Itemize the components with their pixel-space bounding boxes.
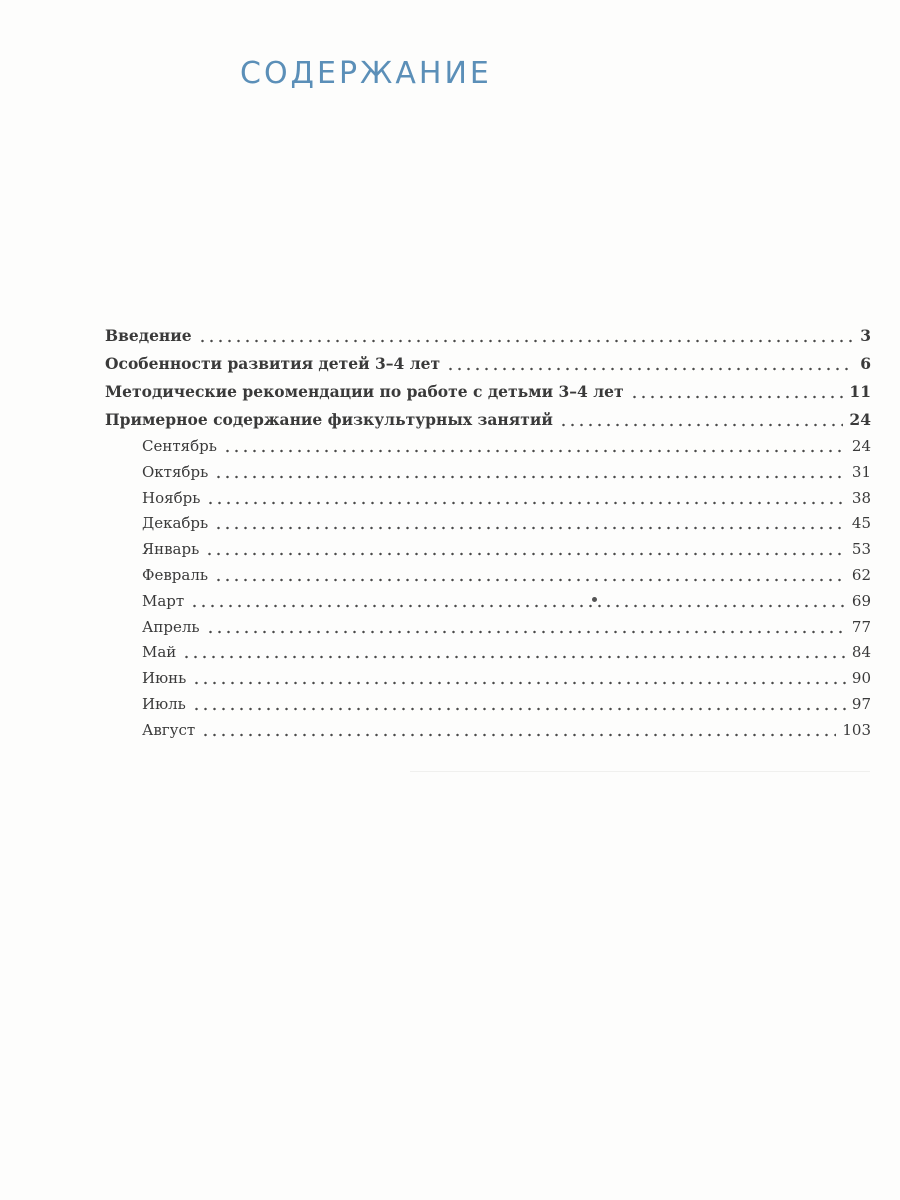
toc-subentry-page: 103: [842, 720, 871, 739]
table-of-contents: [105, 322, 871, 744]
toc-subentry-label: Август: [142, 720, 196, 739]
toc-entry-page: 11: [849, 382, 871, 401]
ink-speck: [592, 597, 597, 602]
toc-subentry[interactable]: [105, 666, 871, 692]
toc-subentry-label: Октябрь: [142, 462, 209, 481]
dot-leader: [446, 356, 854, 372]
dot-leader: [192, 696, 846, 711]
toc-entry[interactable]: [105, 378, 871, 406]
toc-subentry-page: 45: [851, 514, 871, 533]
toc-subentry-page: 53: [851, 540, 871, 559]
dot-leader: [192, 670, 846, 685]
toc-subentry-label: Январь: [142, 540, 200, 559]
toc-subentry-page: 84: [851, 643, 871, 662]
toc-subentry[interactable]: [105, 718, 871, 744]
toc-entry-page: 6: [860, 354, 871, 373]
toc-subentry[interactable]: [105, 563, 871, 589]
toc-subentry[interactable]: [105, 486, 871, 512]
toc-subentry-page: 62: [851, 565, 871, 584]
dot-leader: [630, 384, 844, 400]
toc-entry[interactable]: [105, 406, 871, 434]
toc-subentry[interactable]: [105, 460, 871, 486]
dot-leader: [201, 722, 836, 737]
dot-leader: [206, 619, 846, 634]
toc-subentry[interactable]: [105, 615, 871, 641]
toc-entry-label: Особенности развития детей 3–4 лет: [105, 354, 441, 373]
scan-line: [410, 771, 870, 772]
toc-entry-label: Введение: [105, 326, 192, 345]
toc-subentry-label: Июль: [142, 694, 186, 713]
dot-leader: [214, 464, 846, 479]
toc-subentry[interactable]: [105, 640, 871, 666]
page-title: СОДЕРЖАНИЕ: [240, 56, 492, 91]
toc-subentry[interactable]: [105, 589, 871, 615]
dot-leader: [182, 644, 846, 659]
toc-subentry[interactable]: [105, 511, 871, 537]
toc-subentry-label: Март: [142, 591, 185, 610]
toc-subentry-label: Февраль: [142, 565, 209, 584]
dot-leader: [214, 567, 846, 582]
dot-leader: [190, 593, 846, 608]
toc-entry[interactable]: [105, 322, 871, 350]
dot-leader: [559, 412, 844, 428]
toc-subentry-label: Апрель: [142, 617, 200, 636]
toc-subentry-page: 69: [851, 591, 871, 610]
toc-entry-page: 3: [860, 326, 871, 345]
dot-leader: [205, 541, 846, 556]
dot-leader: [198, 328, 855, 344]
toc-subentry[interactable]: [105, 692, 871, 718]
toc-subentry-page: 31: [851, 462, 871, 481]
dot-leader: [214, 515, 846, 530]
toc-entry[interactable]: [105, 350, 871, 378]
toc-subentry-page: 97: [851, 694, 871, 713]
toc-subentry-label: Ноябрь: [142, 488, 201, 507]
dot-leader: [223, 438, 846, 453]
toc-entry-label: Примерное содержание физкультурных занятий: [105, 410, 553, 429]
toc-subentry-page: 24: [851, 437, 871, 455]
toc-subentry[interactable]: [105, 434, 871, 460]
toc-entry-page: 24: [849, 410, 871, 429]
toc-subentry-page: 90: [851, 669, 871, 688]
toc-entry-label: Методические рекомендации по работе с детьми 3–4 лет: [105, 382, 624, 401]
toc-subentry-label: Май: [142, 643, 177, 662]
toc-subentry-label: Июнь: [142, 669, 187, 688]
toc-subentry[interactable]: [105, 537, 871, 563]
toc-subentry-label: Декабрь: [142, 514, 209, 533]
dot-leader: [206, 490, 846, 505]
toc-subentry-label: Сентябрь: [142, 437, 217, 455]
toc-subentry-page: 38: [851, 488, 871, 507]
toc-subentry-page: 77: [851, 617, 871, 636]
